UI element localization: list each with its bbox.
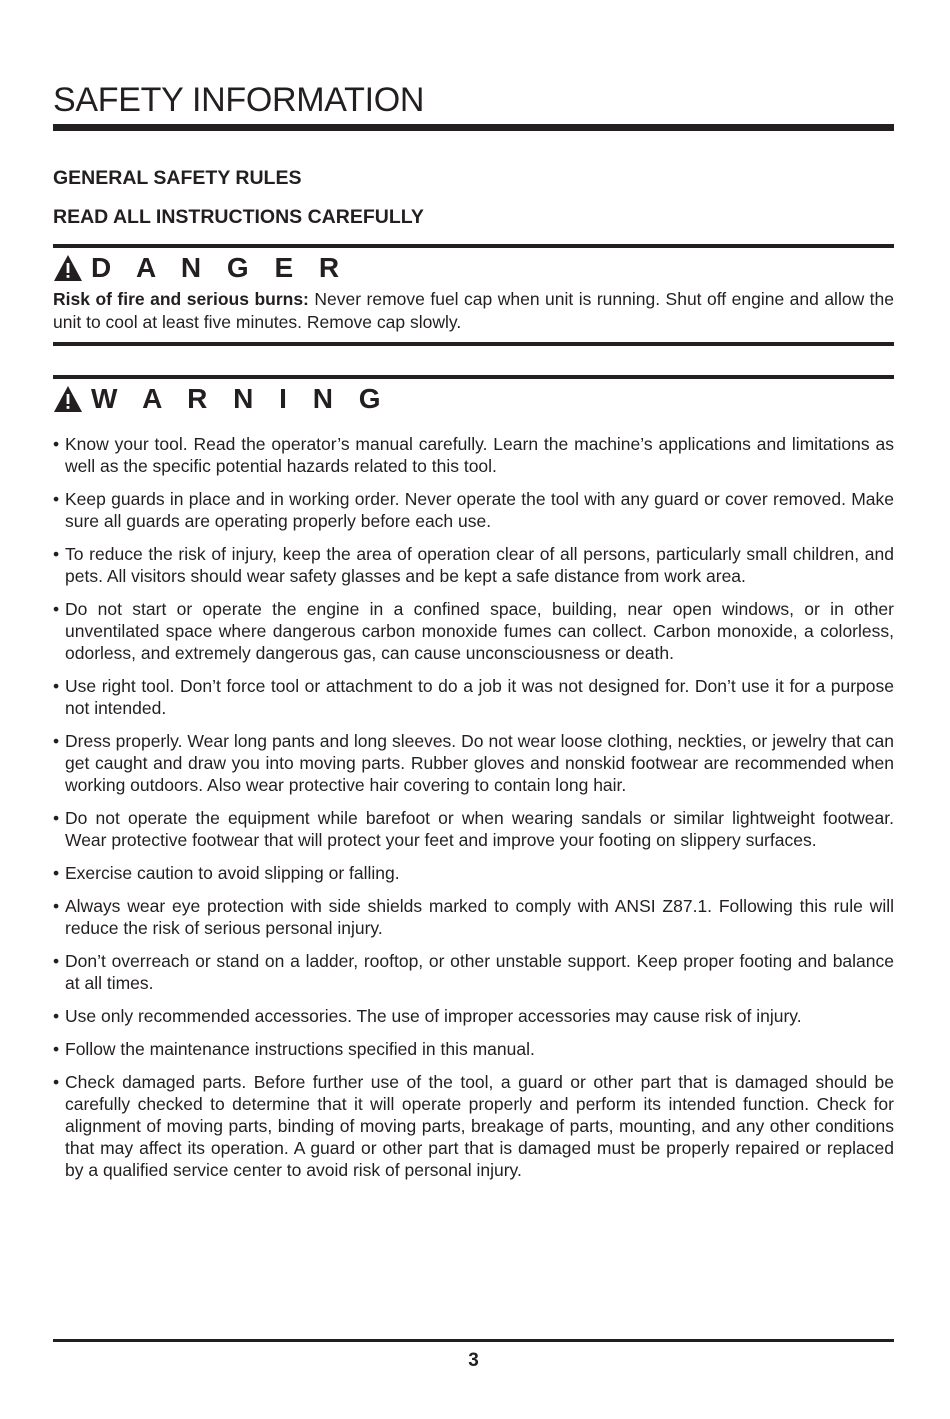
- danger-body: Never remove fuel cap when unit is running. Shut off engine and allow the unit to cool at least five minutes. Remove cap slowly.: [53, 289, 895, 332]
- list-item-text: Check damaged parts. Before further use of the tool, a guard or other part that is damaged should be carefully checked to determine that it will operate properly and perform its intended function. Check for alignment of moving parts, binding of moving parts, breakage of parts, mounting, and any other conditions that may affect its operation. A guard or other part that is damaged must be properly repaired or replaced by a qualified service center to avoid risk of personal injury.: [65, 1072, 894, 1180]
- list-item-text: Exercise caution to avoid slipping or falling.: [65, 863, 400, 883]
- list-item-text: Keep guards in place and in working order. Never operate the tool with any guard or cover removed. Make sure all guards are operating properly before each use.: [65, 489, 894, 531]
- list-item-text: Always wear eye protection with side shields marked to comply with ANSI Z87.1. Following this rule will reduce the risk of serious personal injury.: [65, 896, 894, 938]
- list-item-text: Do not operate the equipment while barefoot or when wearing sandals or similar lightweight footwear. Wear protective footwear that will protect your feet and improve your footing on slippery surfaces.: [65, 808, 894, 850]
- footer-rule: [53, 1339, 894, 1342]
- danger-bottom-rule: [53, 342, 894, 346]
- list-item: [53, 1071, 894, 1181]
- bullet: •: [53, 544, 60, 564]
- warning-top-rule: [53, 375, 894, 379]
- list-item-text: Don’t overreach or stand on a ladder, rooftop, or other unstable support. Keep proper footing and balance at all times.: [65, 951, 894, 993]
- list-item: [53, 543, 894, 587]
- list-item-text: Use right tool. Don’t force tool or attachment to do a job it was not designed for. Don’t use it for a purpose not intended.: [65, 676, 894, 718]
- bullet: •: [53, 1039, 60, 1059]
- danger-message: [53, 288, 894, 334]
- bullet: •: [53, 1072, 60, 1092]
- bullet: •: [53, 434, 60, 454]
- danger-top-rule: [53, 244, 894, 248]
- list-item: [53, 895, 894, 939]
- bullet: •: [53, 863, 60, 883]
- general-safety-heading: GENERAL SAFETY RULES: [53, 167, 302, 189]
- warning-list: [53, 433, 894, 1192]
- list-item: [53, 1038, 894, 1060]
- list-item-text: Follow the maintenance instructions specified in this manual.: [65, 1039, 535, 1059]
- list-item: [53, 950, 894, 994]
- list-item: [53, 598, 894, 664]
- bullet: •: [53, 1006, 60, 1026]
- bullet: •: [53, 676, 60, 696]
- list-item: [53, 807, 894, 851]
- list-item: [53, 488, 894, 532]
- bullet: •: [53, 808, 60, 828]
- list-item-text: To reduce the risk of injury, keep the area of operation clear of all persons, particularly small children, and pets. All visitors should wear safety glasses and be kept a safe distance from work area.: [65, 544, 894, 586]
- bullet: •: [53, 489, 60, 509]
- title-rule: [53, 124, 894, 131]
- page-number: 3: [468, 1350, 479, 1371]
- warning-signal-word: W A R N I N G: [91, 383, 390, 414]
- bullet: •: [53, 896, 60, 916]
- list-item: [53, 730, 894, 796]
- warning-triangle-icon: [53, 385, 83, 413]
- list-item-text: Use only recommended accessories. The use of improper accessories may cause risk of injury.: [65, 1006, 802, 1026]
- list-item-text: Do not start or operate the engine in a confined space, building, near open windows, or in other unventilated space where dangerous carbon monoxide fumes can collect. Carbon monoxide, a colorless, odorless, and extremely dangerous gas, can cause unconsciousness or death.: [65, 599, 894, 663]
- list-item: [53, 433, 894, 477]
- warning-signal: [53, 383, 389, 415]
- list-item-text: Know your tool. Read the operator’s manual carefully. Learn the machine’s applications and limitations as well as the specific potential hazards related to this tool.: [65, 434, 894, 476]
- bullet: •: [53, 951, 60, 971]
- list-item: [53, 862, 894, 884]
- page-title: SAFETY INFORMATION: [53, 81, 425, 119]
- bullet: •: [53, 731, 60, 751]
- list-item: [53, 675, 894, 719]
- danger-signal: [53, 252, 348, 284]
- bullet: •: [53, 599, 60, 619]
- danger-lead: Risk of fire and serious burns:: [53, 289, 309, 309]
- read-instructions-heading: READ ALL INSTRUCTIONS CAREFULLY: [53, 206, 424, 228]
- list-item: [53, 1005, 894, 1027]
- warning-triangle-icon: [53, 254, 83, 282]
- danger-signal-word: D A N G E R: [91, 252, 349, 283]
- list-item-text: Dress properly. Wear long pants and long sleeves. Do not wear loose clothing, neckties, or jewelry that can get caught and draw you into moving parts. Rubber gloves and nonskid footwear are recommended when working outdoors. Also wear protective hair covering to contain long hair.: [65, 731, 894, 795]
